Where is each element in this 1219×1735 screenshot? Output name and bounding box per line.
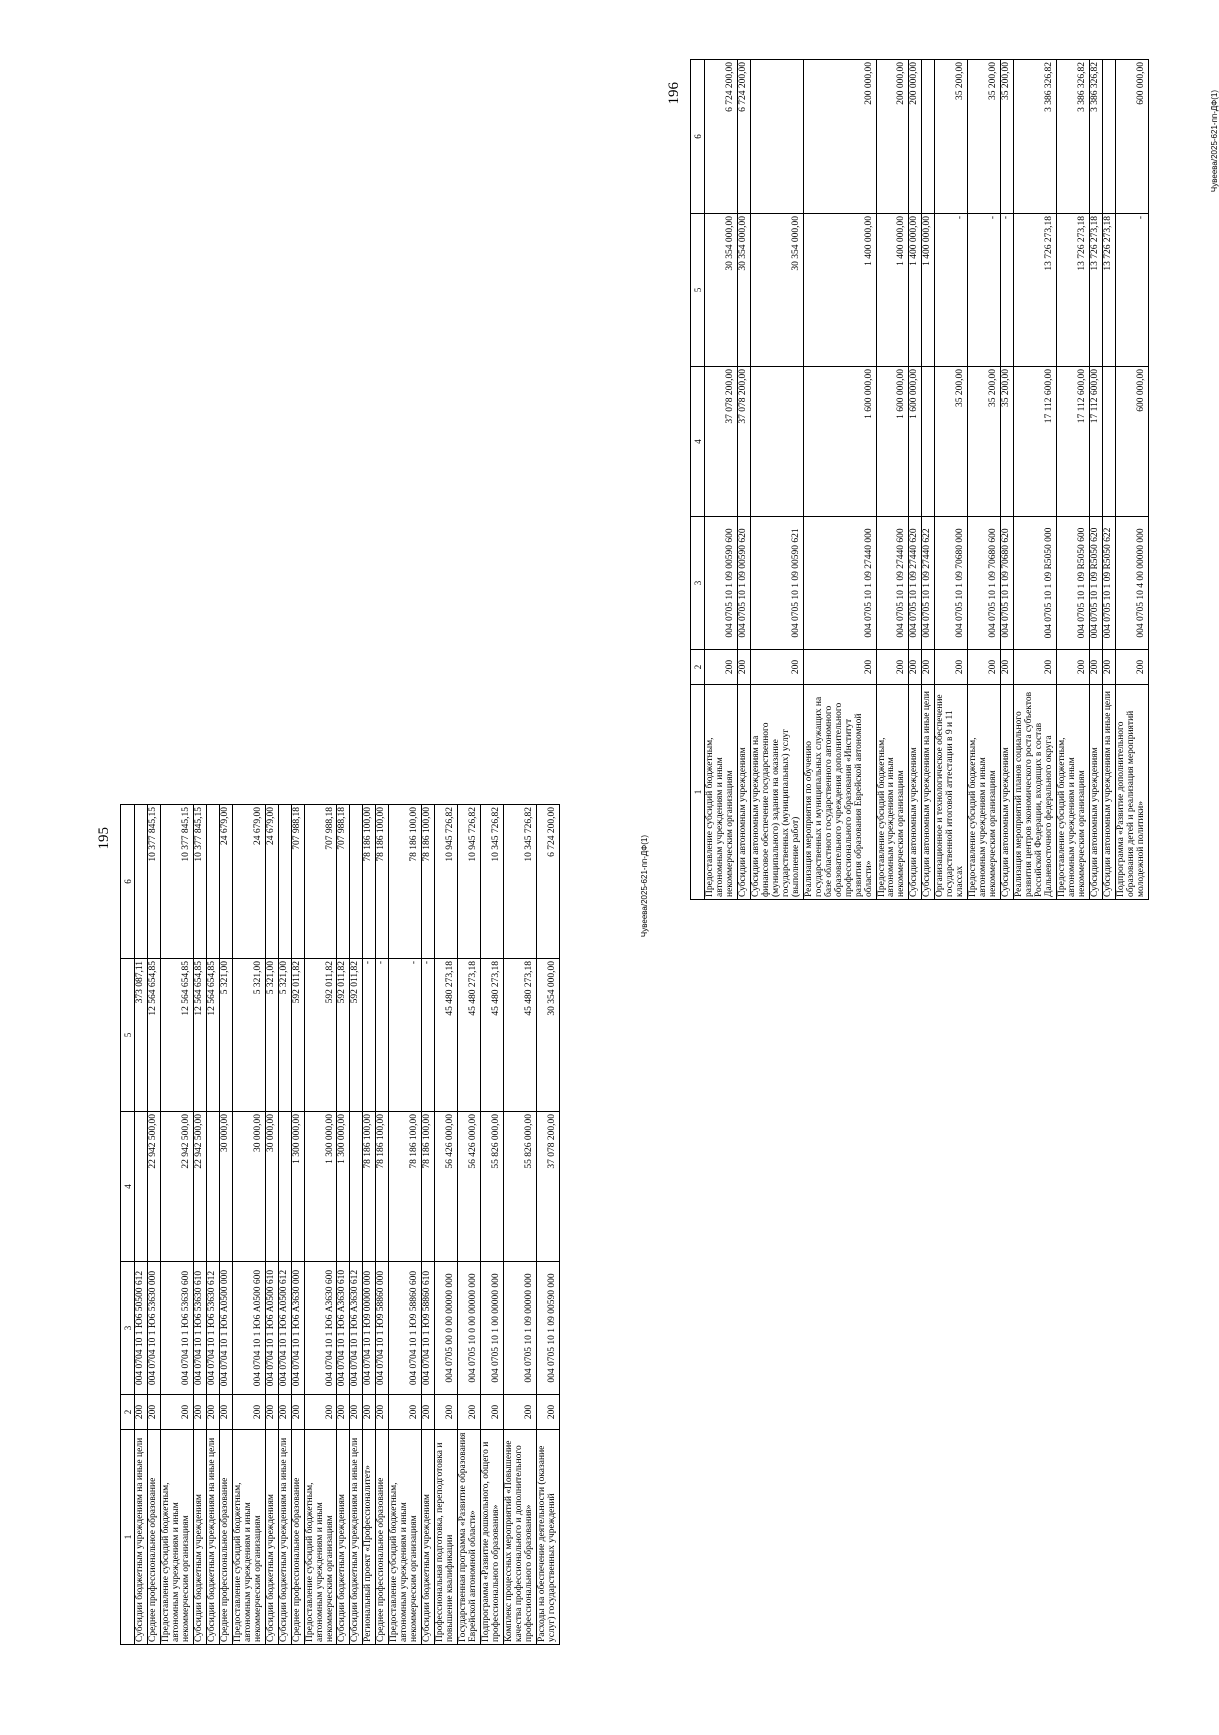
column-header: 5 <box>121 959 135 1112</box>
table-body <box>135 805 560 1645</box>
column-header: 4 <box>121 1112 135 1262</box>
code-cell: 200 <box>922 650 935 685</box>
budget-code-cell: 004 0704 10 1 Ю6 50500 612 <box>135 1262 148 1395</box>
amount-cell: 1 600 000,00 <box>876 367 909 517</box>
amount-cell: 35 200,00 <box>935 367 968 517</box>
amount-cell: 1 600 000,00 <box>803 367 876 517</box>
change-cell: 5 321,00 <box>265 959 278 1112</box>
row-name-cell: Предоставление субсидий бюджетным, автономным учреждениям и иным некоммерческим организациям <box>160 1430 193 1645</box>
budget-code-cell: 004 0704 10 1 Ю9 58860 000 <box>376 1262 389 1395</box>
budget-code-cell: 004 0705 10 0 00 00000 000 <box>458 1262 481 1395</box>
total-cell <box>922 60 935 214</box>
code-cell: 200 <box>1102 650 1115 685</box>
change-cell: 30 354 000,00 <box>705 214 738 367</box>
code-cell: 200 <box>232 1395 265 1430</box>
total-cell <box>1102 60 1115 214</box>
code-cell: 200 <box>1057 650 1090 685</box>
amount-cell: 56 426 000,00 <box>435 1112 458 1262</box>
row-name-cell: Подпрограмма «Развитие дополнительного образования детей и реализация мероприятий молодежной политики» <box>1115 685 1148 900</box>
change-cell: - <box>1001 214 1014 367</box>
amount-cell <box>278 1112 291 1262</box>
table-row <box>1057 60 1090 900</box>
row-name-cell: Субсидии бюджетным учреждениям на иные цели <box>350 1430 363 1645</box>
amount-cell: 35 200,00 <box>968 367 1001 517</box>
code-cell: 200 <box>968 650 1001 685</box>
total-cell: 10 945 726,82 <box>458 805 481 959</box>
code-cell: 200 <box>135 1395 148 1430</box>
total-cell <box>750 60 803 214</box>
row-name-cell: Расходы на обеспечение деятельности (оказание услуг) государственных учреждений <box>536 1430 559 1645</box>
change-cell: 45 480 273,18 <box>435 959 458 1112</box>
document-page-196: 196 1 2 3 4 5 6 Предоставление субсидий бюджетным, автономным учреждениям и иным некоммерческим организациям 200 004 0705 10 1 09 00590 600 37 078 200,00 30 354 000,00 6 724 200,00 Субсидии автономным учреждениям 200 004 0705 10 1 09 00590 620 37 078 200,00 30 354 000,00 6 724 200,00 Субсидии автономным учреждениям на финансовое обеспечение государственного (муниципального) задания на оказание государственных (муниципальных) услуг (выполнение работ) 200 004 0705 10 1 09 00590 621 30 354 000,00 Реализация мероприятия по обучению государственных и муниципальных служащих на базе областного государственного автономного образовательного учреждения дополнительного профессионального образования «Институт развития образования Еврейской автономной области» 200 004 0705 10 1 09 27440 000 1 600 000,00 1 400 000,00 200 000,00 Предоставление субсидий бюджетным, автономным учреждениям и иным некоммерческим организациям 200 004 0705 10 1 09 27440 600 1 600 000,00 1 400 000,00 200 000,00 Субсидии автономным учреждениям 200 004 0705 10 1 09 27440 620 1 600 000,00 1 400 000,00 200 000,00 Субсидии автономным учреждениям на иные цели 200 004 0705 10 1 09 27440 622 1 400 000,00 Организационное и технологическое обеспечение государственной итоговой аттестации в 9 и 11 классах 200 004 0705 10 1 09 70680 000 35 200,00 - 35 200,00 Предоставление субсидий бюджетным, автономным учреждениям и иным некоммерческим организациям 200 004 0705 10 1 09 70680 600 35 200,00 - 35 200,00 Субсидии автономным учреждениям 200 004 0705 10 1 09 70680 620 35 200,00 - 35 200,00 Реализация мероприятий планов социального развития центров экономического роста субъектов Российской Федерации, входящих в состав Дальневосточного федерального округа 200 004 0705 10 1 09 R5050 000 17 112 600,00 13 726 273,18 3 386 326,82 Предоставление субсидий бюджетным, автономным учреждениям и иным некоммерческим организациям 200 004 0705 10 1 09 R5050 600 17 112 600,00 13 726 273,18 3 386 326,82 Субсидии автономным учреждениям 200 004 0705 10 1 09 R5050 620 17 112 600,00 13 726 273,18 3 386 326,82 Субсидии автономным учреждениям на иные цели 200 004 0705 10 1 09 R5050 622 13 726 273,18 Подпрограмма «Развитие дополнительного образования детей и реализация мероприятий молодежной политики» 200 004 0705 10 4 00 00000 000 600 000,00 - 600 000,00 Чувеева/2025-621-пп-ДФ(1) <box>670 90 1195 900</box>
total-cell: 35 200,00 <box>1001 60 1014 214</box>
row-name-cell: Региональный проект «Профессионалитет» <box>363 1430 376 1645</box>
code-cell: 200 <box>504 1395 537 1430</box>
code-cell: 200 <box>219 1395 232 1430</box>
row-name-cell: Предоставление субсидий бюджетным, автономным учреждениям и иным некоммерческим организациям <box>1057 685 1090 900</box>
row-name-cell: Субсидии бюджетным учреждениям на иные цели <box>278 1430 291 1645</box>
table-row <box>458 805 481 1645</box>
total-cell: 200 000,00 <box>909 60 922 214</box>
budget-code-cell: 004 0704 10 1 Ю6 А0500 610 <box>265 1262 278 1395</box>
total-cell: 10 345 726,82 <box>504 805 537 959</box>
code-cell: 200 <box>206 1395 219 1430</box>
budget-code-cell: 004 0705 10 1 09 70680 600 <box>968 517 1001 650</box>
code-cell: 200 <box>291 1395 304 1430</box>
budget-code-cell: 004 0705 10 1 09 00000 000 <box>504 1262 537 1395</box>
change-cell: 45 480 273,18 <box>458 959 481 1112</box>
amount-cell: 30 000,00 <box>219 1112 232 1262</box>
budget-code-cell: 004 0704 10 1 Ю6 53630 612 <box>206 1262 219 1395</box>
row-name-cell: Предоставление субсидий бюджетным, автономным учреждениям и иным некоммерческим организациям <box>232 1430 265 1645</box>
change-cell: 13 726 273,18 <box>1014 214 1057 367</box>
code-cell: 200 <box>376 1395 389 1430</box>
row-name-cell: Субсидии автономным учреждениям <box>1089 685 1102 900</box>
code-cell: 200 <box>1001 650 1014 685</box>
code-cell: 200 <box>350 1395 363 1430</box>
table-row <box>1089 60 1102 900</box>
row-name-cell: Субсидии автономным учреждениям <box>909 685 922 900</box>
table-row <box>232 805 265 1645</box>
amount-cell: 37 078 200,00 <box>737 367 750 517</box>
column-header: 1 <box>691 685 705 900</box>
change-cell: 12 564 654,85 <box>160 959 193 1112</box>
total-cell: 3 386 326,82 <box>1089 60 1102 214</box>
table-row <box>422 805 435 1645</box>
row-name-cell: Реализация мероприятий планов социального развития центров экономического роста субъектов Российской Федерации, входящих в состав Дальневосточного федерального округа <box>1014 685 1057 900</box>
amount-cell: 22 942 500,00 <box>193 1112 206 1262</box>
table-row <box>193 805 206 1645</box>
column-header: 3 <box>691 517 705 650</box>
table-row <box>435 805 458 1645</box>
total-cell: 707 988,18 <box>304 805 337 959</box>
table-row <box>291 805 304 1645</box>
budget-code-cell: 004 0704 10 1 Ю6 53630 610 <box>193 1262 206 1395</box>
amount-cell: 30 000,00 <box>265 1112 278 1262</box>
code-cell: 200 <box>304 1395 337 1430</box>
row-name-cell: Субсидии бюджетным учреждениям на иные цели <box>206 1430 219 1645</box>
amount-cell <box>350 1112 363 1262</box>
change-cell: 45 480 273,18 <box>504 959 537 1112</box>
amount-cell: 56 426 000,00 <box>458 1112 481 1262</box>
total-cell: 3 386 326,82 <box>1057 60 1090 214</box>
change-cell: 1 400 000,00 <box>909 214 922 367</box>
amount-cell <box>922 367 935 517</box>
amount-cell: 22 942 500,00 <box>147 1112 160 1262</box>
amount-cell: 17 112 600,00 <box>1089 367 1102 517</box>
code-cell: 200 <box>147 1395 160 1430</box>
row-name-cell: Подпрограмма «Развитие дошкольного, общего и профессионального образования» <box>481 1430 504 1645</box>
column-header: 4 <box>691 367 705 517</box>
amount-cell <box>1102 367 1115 517</box>
row-name-cell: Государственная программа «Развитие образования Еврейской автономной области» <box>458 1430 481 1645</box>
row-name-cell: Субсидии автономным учреждениям на финансовое обеспечение государственного (муниципального) задания на оказание государственных (муниципальных) услуг (выполнение работ) <box>750 685 803 900</box>
table-row <box>304 805 337 1645</box>
code-cell: 200 <box>389 1395 422 1430</box>
amount-cell: 1 300 000,00 <box>291 1112 304 1262</box>
amount-cell: 1 600 000,00 <box>909 367 922 517</box>
table-row <box>1001 60 1014 900</box>
change-cell: 30 354 000,00 <box>536 959 559 1112</box>
code-cell: 200 <box>705 650 738 685</box>
code-cell: 200 <box>737 650 750 685</box>
total-cell: 10 377 845,15 <box>147 805 160 959</box>
table-row <box>968 60 1001 900</box>
row-name-cell: Предоставление субсидий бюджетным, автономным учреждениям и иным некоммерческим организациям <box>876 685 909 900</box>
row-name-cell: Организационное и технологическое обеспечение государственной итоговой аттестации в 9 и 11 классах <box>935 685 968 900</box>
budget-code-cell: 004 0704 10 1 Ю6 53630 600 <box>160 1262 193 1395</box>
code-cell: 200 <box>160 1395 193 1430</box>
total-cell: 200 000,00 <box>876 60 909 214</box>
table-row <box>481 805 504 1645</box>
code-cell: 200 <box>422 1395 435 1430</box>
code-cell: 200 <box>265 1395 278 1430</box>
table-row <box>876 60 909 900</box>
code-cell: 200 <box>750 650 803 685</box>
column-header: 2 <box>121 1395 135 1430</box>
row-name-cell: Среднее профессиональное образование <box>147 1430 160 1645</box>
change-cell: 45 480 273,18 <box>481 959 504 1112</box>
total-cell <box>278 805 291 959</box>
amount-cell: 600 000,00 <box>1115 367 1148 517</box>
amount-cell: 22 942 500,00 <box>160 1112 193 1262</box>
amount-cell: 78 186 100,00 <box>422 1112 435 1262</box>
total-cell: 35 200,00 <box>935 60 968 214</box>
total-cell: 35 200,00 <box>968 60 1001 214</box>
total-cell: 3 386 326,82 <box>1014 60 1057 214</box>
budget-code-cell: 004 0705 10 4 00 00000 000 <box>1115 517 1148 650</box>
change-cell: 592 011,82 <box>337 959 350 1112</box>
column-header-row <box>121 805 135 1645</box>
table-row <box>922 60 935 900</box>
change-cell: - <box>389 959 422 1112</box>
row-name-cell: Субсидии автономным учреждениям на иные цели <box>922 685 935 900</box>
row-name-cell: Субсидии бюджетным учреждениям <box>337 1430 350 1645</box>
total-cell: 78 186 100,00 <box>376 805 389 959</box>
budget-code-cell: 004 0705 10 1 09 70680 620 <box>1001 517 1014 650</box>
amount-cell: 78 186 100,00 <box>363 1112 376 1262</box>
budget-table <box>120 804 560 1645</box>
column-header: 3 <box>121 1262 135 1395</box>
code-cell: 200 <box>481 1395 504 1430</box>
amount-cell: 1 300 000,00 <box>304 1112 337 1262</box>
budget-code-cell: 004 0705 10 1 09 00590 621 <box>750 517 803 650</box>
change-cell: 5 321,00 <box>278 959 291 1112</box>
total-cell: 24 679,00 <box>232 805 265 959</box>
column-header: 1 <box>121 1430 135 1645</box>
budget-code-cell: 004 0704 10 1 Ю6 А3630 000 <box>291 1262 304 1395</box>
table-row <box>376 805 389 1645</box>
table-row <box>1115 60 1148 900</box>
change-cell: 1 400 000,00 <box>922 214 935 367</box>
budget-table <box>690 59 1149 900</box>
table-row <box>350 805 363 1645</box>
table-row <box>160 805 193 1645</box>
amount-cell <box>135 1112 148 1262</box>
amount-cell: 55 826 000,00 <box>481 1112 504 1262</box>
budget-code-cell: 004 0704 10 1 Ю6 А0500 000 <box>219 1262 232 1395</box>
table-row <box>705 60 738 900</box>
table-row <box>1102 60 1115 900</box>
table-row <box>935 60 968 900</box>
budget-code-cell: 004 0704 10 1 Ю9 58860 610 <box>422 1262 435 1395</box>
change-cell: 13 726 273,18 <box>1089 214 1102 367</box>
row-name-cell: Среднее профессиональное образование <box>219 1430 232 1645</box>
budget-code-cell: 004 0704 10 1 Ю6 А3630 610 <box>337 1262 350 1395</box>
budget-code-cell: 004 0705 00 0 00 00000 000 <box>435 1262 458 1395</box>
code-cell: 200 <box>435 1395 458 1430</box>
budget-code-cell: 004 0705 10 1 09 00590 600 <box>705 517 738 650</box>
row-name-cell: Субсидии бюджетным учреждениям <box>193 1430 206 1645</box>
row-name-cell: Субсидии автономным учреждениям <box>737 685 750 900</box>
code-cell: 200 <box>363 1395 376 1430</box>
code-cell: 200 <box>458 1395 481 1430</box>
table-row <box>750 60 803 900</box>
change-cell: 5 321,00 <box>219 959 232 1112</box>
change-cell: 5 321,00 <box>232 959 265 1112</box>
total-cell: 10 377 845,15 <box>160 805 193 959</box>
row-name-cell: Предоставление субсидий бюджетным, автономным учреждениям и иным некоммерческим организациям <box>304 1430 337 1645</box>
code-cell: 200 <box>935 650 968 685</box>
budget-code-cell: 004 0704 10 1 Ю6 А0500 600 <box>232 1262 265 1395</box>
total-cell: 78 186 100,00 <box>363 805 376 959</box>
code-cell: 200 <box>193 1395 206 1430</box>
row-name-cell: Субсидии бюджетным учреждениям <box>265 1430 278 1645</box>
row-name-cell: Предоставление субсидий бюджетным, автономным учреждениям и иным некоммерческим организациям <box>968 685 1001 900</box>
budget-code-cell: 004 0704 10 1 Ю6 А3630 600 <box>304 1262 337 1395</box>
budget-code-cell: 004 0704 10 1 Ю6 А0500 612 <box>278 1262 291 1395</box>
table-row <box>219 805 232 1645</box>
total-cell <box>350 805 363 959</box>
column-header-row <box>691 60 705 900</box>
change-cell: 592 011,82 <box>291 959 304 1112</box>
change-cell: 12 564 654,85 <box>193 959 206 1112</box>
amount-cell: 35 200,00 <box>1001 367 1014 517</box>
total-cell: 600 000,00 <box>1115 60 1148 214</box>
table-row <box>337 805 350 1645</box>
row-name-cell: Субсидии автономным учреждениям <box>1001 685 1014 900</box>
total-cell: 707 988,18 <box>291 805 304 959</box>
amount-cell: 55 826 000,00 <box>504 1112 537 1262</box>
code-cell: 200 <box>337 1395 350 1430</box>
amount-cell: 17 112 600,00 <box>1057 367 1090 517</box>
budget-code-cell: 004 0705 10 1 09 00590 620 <box>737 517 750 650</box>
amount-cell <box>750 367 803 517</box>
document-footer: Чувеева/2025-621-пп-ДФ(1) <box>640 835 649 938</box>
budget-code-cell: 004 0705 10 1 09 27440 622 <box>922 517 935 650</box>
document-page-195: 195 1 2 3 4 5 6 Субсидии бюджетным учреждениям на иные цели 200 004 0704 10 1 Ю6 50500 612 373 087,11 Среднее профессиональное образование 200 004 0704 10 1 Ю6 53630 000 22 942 500,00 12 564 654,85 10 377 845,15 Предоставление субсидий бюджетным, автономным учреждениям и иным некоммерческим организациям 200 004 0704 10 1 Ю6 53630 600 22 942 500,00 12 564 654,85 10 377 845,15 Субсидии бюджетным учреждениям 200 004 0704 10 1 Ю6 53630 610 22 942 500,00 12 564 654,85 10 377 845,15 Субсидии бюджетным учреждениям на иные цели 200 004 0704 10 1 Ю6 53630 612 12 564 654,85 Среднее профессиональное образование 200 004 0704 10 1 Ю6 А0500 000 30 000,00 5 321,00 24 679,00 Предоставление субсидий бюджетным, автономным учреждениям и иным некоммерческим организациям 200 004 0704 10 1 Ю6 А0500 600 30 000,00 5 321,00 24 679,00 Субсидии бюджетным учреждениям 200 004 0704 10 1 Ю6 А0500 610 30 000,00 5 321,00 24 679,00 Субсидии бюджетным учреждениям на иные цели 200 004 0704 10 1 Ю6 А0500 612 5 321,00 Среднее профессиональное образование 200 004 0704 10 1 Ю6 А3630 000 1 300 000,00 592 011,82 707 988,18 Предоставление субсидий бюджетным, автономным учреждениям и иным некоммерческим организациям 200 004 0704 10 1 Ю6 А3630 600 1 300 000,00 592 011,82 707 988,18 Субсидии бюджетным учреждениям 200 004 0704 10 1 Ю6 А3630 610 1 300 000,00 592 011,82 707 988,18 Субсидии бюджетным учреждениям на иные цели 200 004 0704 10 1 Ю6 А3630 612 592 011,82 Региональный проект «Профессионалитет» 200 004 0704 10 1 Ю9 00000 000 78 186 100,00 - 78 186 100,00 Среднее профессиональное образование 200 004 0704 10 1 Ю9 58860 000 78 186 100,00 - 78 186 100,00 Предоставление субсидий бюджетным, автономным учреждениям и иным некоммерческим организациям 200 004 0704 10 1 Ю9 58860 600 78 186 100,00 - 78 186 100,00 Субсидии бюджетным учреждениям 200 004 0704 10 1 Ю9 58860 610 78 186 100,00 - 78 186 100,00 Профессиональная подготовка, переподготовка и повышение квалификации 200 004 0705 00 0 00 00000 000 56 426 000,00 45 480 273,18 10 945 726,82 Государственная программа «Развитие образования Еврейской автономной области» 200 004 0705 10 0 00 00000 000 56 426 000,00 45 480 273,18 10 945 726,82 Подпрограмма «Развитие дошкольного, общего и профессионального образования» 200 004 0705 10 1 00 00000 000 55 826 000,00 45 480 273,18 10 345 726,82 Комплекс процессных мероприятий «Повышение качества профессионального и дополнительного профессионального образования» 200 004 0705 10 1 09 00000 000 55 826 000,00 45 480 273,18 10 345 726,82 Расходы на обеспечение деятельности (оказание услуг) государственных учреждений 200 004 0705 10 1 09 00590 000 37 078 200,00 30 354 000,00 6 724 200,00 Чувеева/2025-621-пп-ДФ(1) <box>100 835 625 1645</box>
code-cell: 200 <box>909 650 922 685</box>
row-name-cell: Среднее профессиональное образование <box>376 1430 389 1645</box>
total-cell: 24 679,00 <box>219 805 232 959</box>
total-cell: 6 724 200,00 <box>737 60 750 214</box>
row-name-cell: Субсидии бюджетным учреждениям <box>422 1430 435 1645</box>
change-cell: - <box>363 959 376 1112</box>
total-cell: 707 988,18 <box>337 805 350 959</box>
total-cell: 78 186 100,00 <box>422 805 435 959</box>
code-cell: 200 <box>876 650 909 685</box>
change-cell: 13 726 273,18 <box>1057 214 1090 367</box>
budget-code-cell: 004 0704 10 1 Ю9 58860 600 <box>389 1262 422 1395</box>
total-cell <box>135 805 148 959</box>
total-cell: 10 945 726,82 <box>435 805 458 959</box>
document-footer: Чувеева/2025-621-пп-ДФ(1) <box>1210 90 1219 193</box>
budget-code-cell: 004 0705 10 1 09 R5050 622 <box>1102 517 1115 650</box>
table-row <box>278 805 291 1645</box>
table-row <box>363 805 376 1645</box>
column-header: 6 <box>121 805 135 959</box>
table-row <box>909 60 922 900</box>
total-cell: 200 000,00 <box>803 60 876 214</box>
code-cell: 200 <box>1115 650 1148 685</box>
table-row <box>135 805 148 1645</box>
budget-code-cell: 004 0705 10 1 09 00590 000 <box>536 1262 559 1395</box>
change-cell: 1 400 000,00 <box>876 214 909 367</box>
change-cell: - <box>376 959 389 1112</box>
row-name-cell: Субсидии бюджетным учреждениям на иные цели <box>135 1430 148 1645</box>
code-cell: 200 <box>803 650 876 685</box>
total-cell: 24 679,00 <box>265 805 278 959</box>
total-cell: 78 186 100,00 <box>389 805 422 959</box>
change-cell: - <box>935 214 968 367</box>
code-cell: 200 <box>1014 650 1057 685</box>
change-cell: 592 011,82 <box>350 959 363 1112</box>
total-cell: 10 345 726,82 <box>481 805 504 959</box>
column-header: 2 <box>691 650 705 685</box>
change-cell: - <box>422 959 435 1112</box>
table-row <box>504 805 537 1645</box>
row-name-cell: Комплекс процессных мероприятий «Повышение качества профессионального и дополнительного профессионального образования» <box>504 1430 537 1645</box>
change-cell: 12 564 654,85 <box>206 959 219 1112</box>
amount-cell: 1 300 000,00 <box>337 1112 350 1262</box>
amount-cell: 37 078 200,00 <box>536 1112 559 1262</box>
budget-code-cell: 004 0705 10 1 09 70680 000 <box>935 517 968 650</box>
row-name-cell: Предоставление субсидий бюджетным, автономным учреждениям и иным некоммерческим организациям <box>389 1430 422 1645</box>
amount-cell: 78 186 100,00 <box>389 1112 422 1262</box>
row-name-cell: Среднее профессиональное образование <box>291 1430 304 1645</box>
code-cell: 200 <box>1089 650 1102 685</box>
total-cell: 6 724 200,00 <box>536 805 559 959</box>
code-cell: 200 <box>536 1395 559 1430</box>
amount-cell: 78 186 100,00 <box>376 1112 389 1262</box>
change-cell: 30 354 000,00 <box>750 214 803 367</box>
row-name-cell: Предоставление субсидий бюджетным, автономным учреждениям и иным некоммерческим организациям <box>705 685 738 900</box>
table-row <box>737 60 750 900</box>
budget-code-cell: 004 0704 10 1 Ю6 А3630 612 <box>350 1262 363 1395</box>
code-cell: 200 <box>278 1395 291 1430</box>
row-name-cell: Реализация мероприятия по обучению государственных и муниципальных служащих на базе областного государственного автономного образовательного учреждения дополнительного профессионального образования «Институт развития образования Еврейской автономной области» <box>803 685 876 900</box>
change-cell: 592 011,82 <box>304 959 337 1112</box>
budget-code-cell: 004 0705 10 1 09 R5050 000 <box>1014 517 1057 650</box>
table-body <box>705 60 1149 900</box>
change-cell: - <box>968 214 1001 367</box>
table-row <box>1014 60 1057 900</box>
table-row <box>803 60 876 900</box>
row-name-cell: Профессиональная подготовка, переподготовка и повышение квалификации <box>435 1430 458 1645</box>
budget-code-cell: 004 0705 10 1 09 R5050 620 <box>1089 517 1102 650</box>
budget-code-cell: 004 0705 10 1 09 27440 000 <box>803 517 876 650</box>
budget-code-cell: 004 0705 10 1 00 00000 000 <box>481 1262 504 1395</box>
budget-code-cell: 004 0704 10 1 Ю6 53630 000 <box>147 1262 160 1395</box>
amount-cell: 17 112 600,00 <box>1014 367 1057 517</box>
change-cell: 13 726 273,18 <box>1102 214 1115 367</box>
budget-code-cell: 004 0705 10 1 09 R5050 600 <box>1057 517 1090 650</box>
change-cell: - <box>1115 214 1148 367</box>
change-cell: 373 087,11 <box>135 959 148 1112</box>
budget-code-cell: 004 0705 10 1 09 27440 600 <box>876 517 909 650</box>
table-row <box>206 805 219 1645</box>
column-header: 5 <box>691 214 705 367</box>
table-row <box>147 805 160 1645</box>
amount-cell: 30 000,00 <box>232 1112 265 1262</box>
total-cell: 10 377 845,15 <box>193 805 206 959</box>
budget-code-cell: 004 0705 10 1 09 27440 620 <box>909 517 922 650</box>
budget-code-cell: 004 0704 10 1 Ю9 00000 000 <box>363 1262 376 1395</box>
row-name-cell: Субсидии автономным учреждениям на иные цели <box>1102 685 1115 900</box>
change-cell: 1 400 000,00 <box>803 214 876 367</box>
change-cell: 12 564 654,85 <box>147 959 160 1112</box>
change-cell: 30 354 000,00 <box>737 214 750 367</box>
total-cell <box>206 805 219 959</box>
table-row <box>265 805 278 1645</box>
total-cell: 6 724 200,00 <box>705 60 738 214</box>
table-row <box>389 805 422 1645</box>
table-row <box>536 805 559 1645</box>
amount-cell: 37 078 200,00 <box>705 367 738 517</box>
amount-cell <box>206 1112 219 1262</box>
column-header: 6 <box>691 60 705 214</box>
